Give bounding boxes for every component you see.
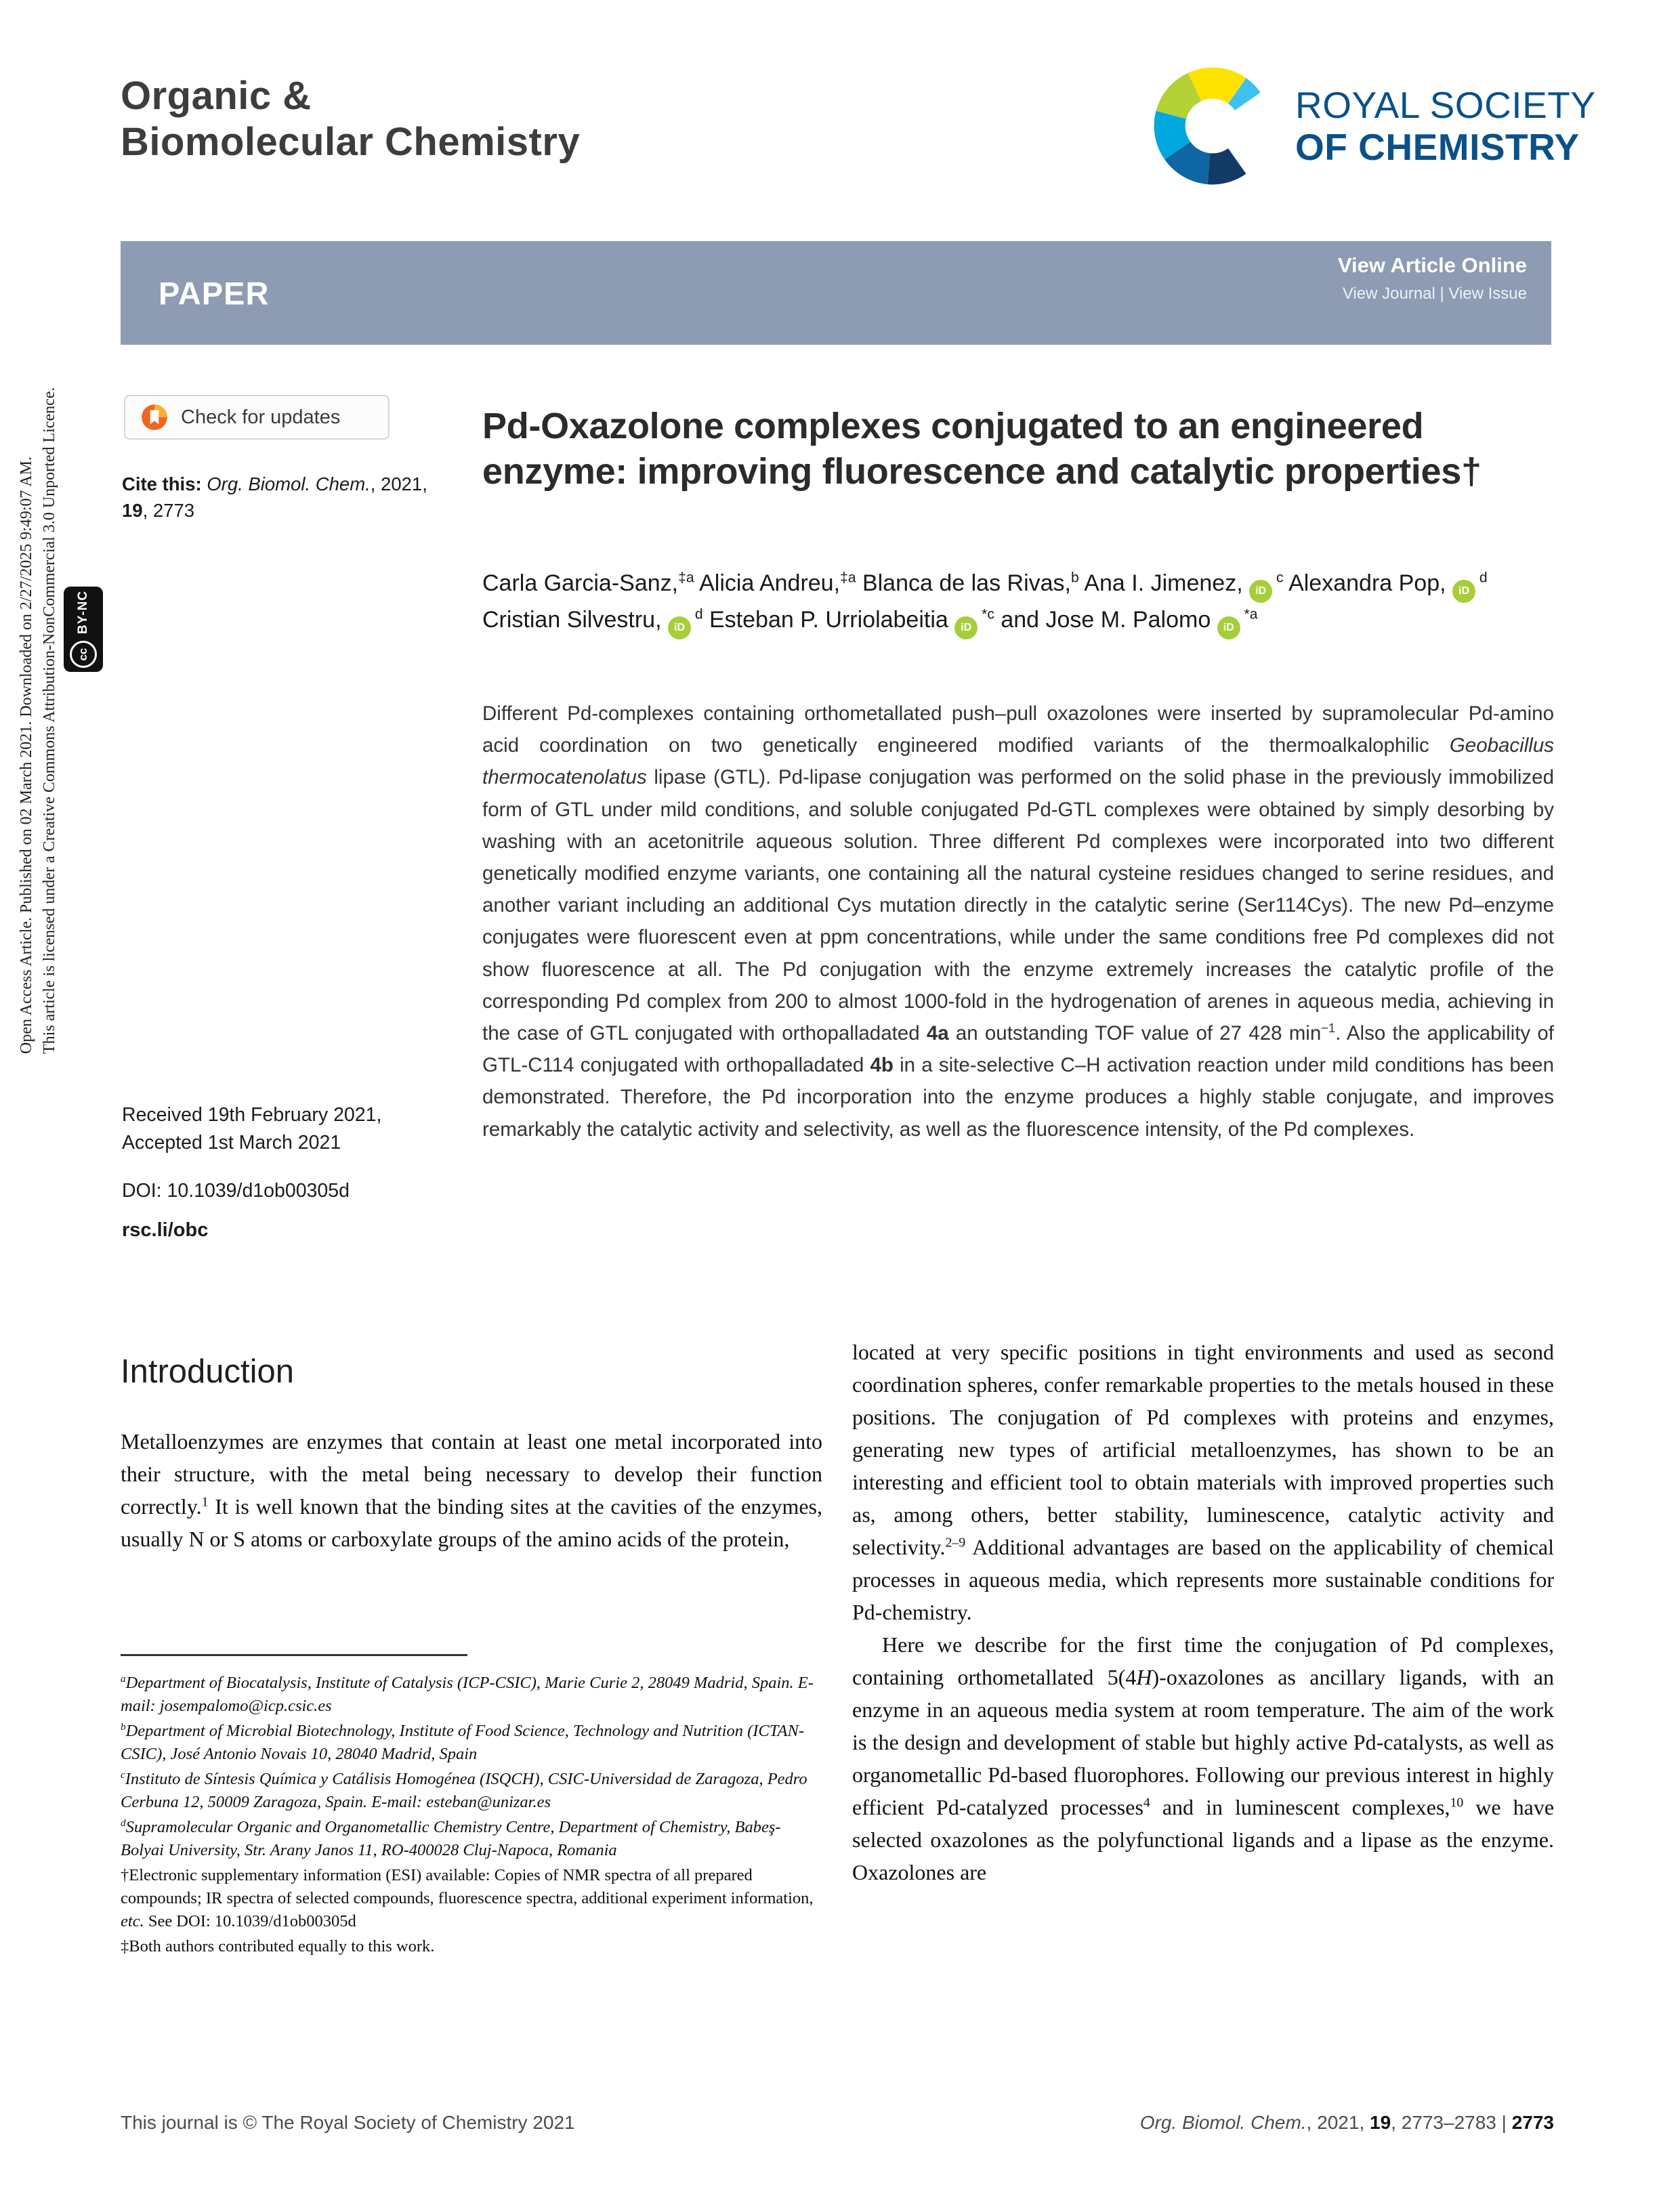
sidebar-access-note: Open Access Article. Published on 02 March 2021. Downloaded on 2/27/2025 9:49:07 AM. <box>18 457 35 1054</box>
footnote-esi: †Electronic supplementary information (ESI) available: Copies of NMR spectra of all prepared compounds; IR spectra of selected compounds, fluorescence spectra, additional experiment information, etc. See DOI: 10.1039/d1ob00305d <box>121 1866 814 1930</box>
author-list: Carla Garcia-Sanz,$^{\ddagger a}$ Alicia Andreu,$^{\ddagger a}$ Blanca de las Rivas,$^b$ Ana I. Jimenez, iD $^c$ Alexandra Pop, iD $^d$ Cristian Silvestru, iD $^d$ Esteban P. Urriolabeitia iD $^{*c}$ and Jose M. Palomo iD $^{*a}$ <box>482 566 1556 639</box>
body-paragraph-col2-2: Here we describe for the first time the conjugation of Pd complexes, containing orthometallated 5(4H)-oxazolones as ancillary ligands, with an enzyme in an aqueous media system at room temperature. The aim of the work is the design and development of stable but highly active Pd-catalysts, as well as organometallic Pd-based fluorophores. Following our previous interest in highly efficient Pd-catalyzed processes$^4$ and in luminescent complexes,$^{10}$ we have selected oxazolones as the polyfunctional ligands and a lipase as the enzyme. Oxazolones are <box>852 1632 1555 1884</box>
cite-this: Cite this: Org. Biomol. Chem., 2021, 19, 2773 <box>122 473 427 521</box>
body-paragraph-col1: Metalloenzymes are enzymes that contain at least one metal incorporated into their structure, with the metal being necessary to develop their function correctly.$^1$ It is well known that the binding sites at the cavities of the enzymes, usually N or S atoms or carboxylate groups of the amino acids of the protein, <box>121 1429 822 1551</box>
footnotes <box>121 1672 822 1960</box>
sidebar-license-note: This article is licensed under a Creative Commons Attribution-NonCommercial 3.0 Unported Licence. <box>41 387 58 1054</box>
orcid-icon[interactable]: iD <box>1249 580 1272 603</box>
received-date: Received 19th February 2021, <box>122 1104 382 1126</box>
check-for-updates-button[interactable] <box>124 395 390 440</box>
journal-title <box>121 73 580 165</box>
cc-by-nc-badge[interactable] <box>64 587 103 672</box>
orcid-icon[interactable]: iD <box>668 616 691 639</box>
body-column-2 <box>852 1336 1554 1888</box>
footer-citation: Org. Biomol. Chem., 2021, 19, 2773–2783 | 2773 <box>1139 2112 1554 2133</box>
cc-icon: cc <box>70 641 97 668</box>
footnote-d: $^d$Supramolecular Organic and Organometallic Chemistry Centre, Department of Chemistry, Babeş-Bolyai University, Str. Arany Janos 11, RO-400028 Cluj-Napoca, Romania <box>121 1817 781 1859</box>
orcid-icon[interactable]: iD <box>1217 616 1240 639</box>
footer-copyright: This journal is © The Royal Society of Chemistry 2021 <box>121 2112 575 2133</box>
check-for-updates-label: Check for updates <box>181 406 341 428</box>
rsc-logo-icon <box>1148 61 1278 191</box>
footnote-a: $^a$Department of Biocatalysis, Institute of Catalysis (ICP-CSIC), Marie Curie 2, 28049 Madrid, Spain. E-mail: josempalomo@icp.csic.es <box>121 1672 814 1715</box>
article-title: Pd-Oxazolone complexes conjugated to an engineered enzyme: improving fluorescence and catalytic properties† <box>482 406 1482 492</box>
rsc-logo <box>1148 61 1596 191</box>
footnote-equal-contribution: ‡Both authors contributed equally to this work. <box>121 1937 435 1955</box>
doi: DOI: 10.1039/d1ob00305d <box>122 1180 350 1202</box>
cc-license-label: BY-NC <box>76 590 90 635</box>
footnote-b: $^b$Department of Microbial Biotechnology, Institute of Food Science, Technology and Nutrition (ICTAN-CSIC), José Antonio Novais 10, 28040 Madrid, Spain <box>121 1720 805 1763</box>
orcid-icon[interactable]: iD <box>954 616 978 639</box>
body-paragraph-col2-1: located at very specific positions in tight environments and used as second coordination spheres, confer remarkable properties to the metals housed in these positions. The conjugation of Pd complexes with proteins and enzymes, generating new types of artificial metalloenzymes, has shown to be an interesting and efficient tool to obtain materials with improved properties such as, among others, better stability, luminescence, catalytic activity and selectivity.$^{2-9}$ Additional advantages are based on the applicability of chemical processes in aqueous media, which represents more sustainable conditions for Pd-chemistry. <box>852 1340 1554 1624</box>
accepted-date: Accepted 1st March 2021 <box>122 1132 341 1154</box>
abstract: Different Pd-complexes containing orthometallated push–pull oxazolones were inserted by supramolecular Pd-amino acid coordination on two genetically engineered modified variants of the thermoalkalophilic Geobacillus thermocatenolatus lipase (GTL). Pd-lipase conjugation was performed on the solid phase in the previously immobilized form of GTL under mild conditions, and soluble conjugated Pd-GTL complexes were obtained by simply desorbing by washing with an acetonitrile aqueous solution. Three different Pd complexes were incorporated into two different genetically modified enzyme variants, one containing all the natural cysteine residues changed to serine residues, and another variant including an additional Cys mutation directly in the catalytic serine (Ser114Cys). The new Pd–enzyme conjugates were fluorescent even at ppm concentrations, while under the same conditions free Pd complexes did not show fluorescence at all. The Pd conjugation with the enzyme extremely increases the catalytic profile of the corresponding Pd complex from 200 to almost 1000-fold in the hydrogenation of arenes in aqueous media, achieving in the case of GTL conjugated with orthopalladated 4a an outstanding TOF value of 27 428 $\min^{-1}$. Also the applicability of GTL-C114 conjugated with orthopalladated 4b in a site-selective C–H activation reaction under mild conditions has been demonstrated. Therefore, the Pd incorporation into the enzyme produces a highly stable conjugate, and improves remarkably the catalytic activity and selectivity, as well as the fluorescence intensity, of the Pd complexes. <box>482 702 1554 1141</box>
crossmark-icon <box>140 403 169 431</box>
journal-title-line2: Biomolecular Chemistry <box>121 120 581 164</box>
view-journal-issue-links[interactable]: View Journal | View Issue <box>1342 284 1527 303</box>
section-heading-introduction: Introduction <box>121 1353 295 1390</box>
rsc-obc-link[interactable]: rsc.li/obc <box>122 1219 209 1241</box>
footnote-c: $^c$Instituto de Síntesis Química y Catálisis Homogénea (ISQCH), CSIC-Universidad de Zaragoza, Pedro Cerbuna 12, 50009 Zaragoza, Spain. E-mail: esteban@unizar.es <box>121 1769 807 1811</box>
rsc-text-line1: ROYAL SOCIETY <box>1295 84 1596 126</box>
footnote-divider <box>121 1654 467 1656</box>
view-article-online-link[interactable]: View Article Online <box>1337 253 1527 277</box>
orcid-icon[interactable]: iD <box>1452 580 1475 603</box>
article-type-label: PAPER <box>159 275 270 311</box>
history-block <box>122 1101 381 1157</box>
journal-title-line1: Organic & <box>121 74 312 118</box>
article-type-banner <box>121 241 1551 345</box>
banner-links <box>1338 253 1527 303</box>
rsc-text-line2: OF CHEMISTRY <box>1295 126 1580 168</box>
rsc-logo-text <box>1295 84 1596 168</box>
